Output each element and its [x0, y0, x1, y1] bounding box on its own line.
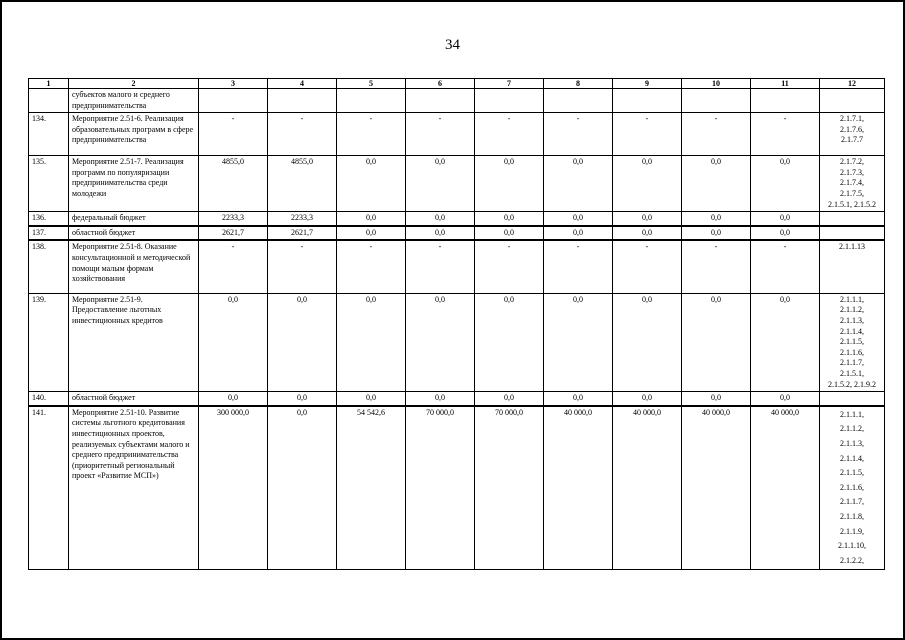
value-cell: 0,0: [406, 212, 475, 226]
table-row: [29, 156, 885, 212]
value-cell: 54 542,6: [337, 406, 406, 570]
value-cell: 0,0: [751, 156, 820, 212]
value-cell: 0,0: [406, 293, 475, 391]
indicator-code: 2.1.1.5,: [840, 337, 864, 347]
indicator-code: 2.1.5.1, 2.1.5.2: [828, 199, 876, 209]
value-cell: 0,0: [613, 156, 682, 212]
table-body: [29, 79, 885, 570]
indicator-codes: [820, 156, 885, 212]
value-cell: [751, 89, 820, 113]
value-cell: 0,0: [613, 392, 682, 406]
value-cell: 0,0: [544, 156, 613, 212]
table-row: [29, 406, 885, 570]
column-header: 1: [29, 79, 69, 89]
value-cell: 0,0: [751, 226, 820, 241]
value-cell: 0,0: [544, 293, 613, 391]
page-number: 34: [445, 37, 460, 53]
indicator-codes: [820, 212, 885, 226]
value-cell: 4855,0: [268, 156, 337, 212]
value-cell: -: [613, 240, 682, 293]
value-cell: -: [475, 113, 544, 156]
indicator-code: 2.1.1.2,: [840, 424, 864, 434]
column-header: 2: [69, 79, 199, 89]
row-title: областной бюджет: [69, 226, 199, 241]
value-cell: [682, 89, 751, 113]
indicator-codes: [820, 226, 885, 241]
value-cell: -: [406, 113, 475, 156]
indicator-code: 2.1.1.8,: [840, 511, 864, 521]
value-cell: 0,0: [475, 156, 544, 212]
indicator-code: 2.1.1.6,: [840, 482, 864, 492]
row-title: Мероприятие 2.51-7. Реализация программ по популяризации предпринимательства среди молодежи: [69, 156, 199, 212]
column-header: 6: [406, 79, 475, 89]
value-cell: 40 000,0: [544, 406, 613, 570]
value-cell: 0,0: [544, 226, 613, 241]
value-cell: 0,0: [682, 226, 751, 241]
indicator-code: 2.1.7.2,: [840, 157, 864, 167]
value-cell: 0,0: [613, 293, 682, 391]
row-title: Мероприятие 2.51-6. Реализация образовательных программ в сфере предпринимательства: [69, 113, 199, 156]
indicator-codes: [820, 89, 885, 113]
value-cell: 0,0: [475, 212, 544, 226]
indicator-code: 2.1.7.7: [841, 135, 863, 145]
value-cell: -: [268, 240, 337, 293]
value-cell: [544, 89, 613, 113]
table-row: [29, 293, 885, 391]
indicator-code: 2.1.1.3,: [840, 438, 864, 448]
value-cell: 0,0: [475, 392, 544, 406]
value-cell: [475, 89, 544, 113]
value-cell: 0,0: [406, 156, 475, 212]
column-header: 9: [613, 79, 682, 89]
indicator-codes: [820, 392, 885, 406]
value-cell: -: [613, 113, 682, 156]
value-cell: 0,0: [682, 293, 751, 391]
indicator-code: 2.1.1.7,: [840, 497, 864, 507]
value-cell: 0,0: [475, 293, 544, 391]
row-number: 137.: [29, 226, 69, 241]
value-cell: 40 000,0: [682, 406, 751, 570]
value-cell: 2233,3: [268, 212, 337, 226]
row-number: 139.: [29, 293, 69, 391]
value-cell: -: [682, 113, 751, 156]
value-cell: [268, 89, 337, 113]
value-cell: [613, 89, 682, 113]
row-number: [29, 89, 69, 113]
indicator-code: 2.1.1.2,: [840, 305, 864, 315]
value-cell: -: [751, 113, 820, 156]
value-cell: -: [751, 240, 820, 293]
value-cell: -: [544, 240, 613, 293]
indicator-code: 2.1.7.3,: [840, 167, 864, 177]
value-cell: 0,0: [268, 406, 337, 570]
value-cell: 0,0: [682, 392, 751, 406]
value-cell: 0,0: [337, 392, 406, 406]
indicator-code: 2.1.1.4,: [840, 326, 864, 336]
indicator-code: 2.1.1.4,: [840, 453, 864, 463]
value-cell: 0,0: [337, 226, 406, 241]
value-cell: -: [199, 240, 268, 293]
indicator-codes: [820, 406, 885, 570]
value-cell: 0,0: [199, 392, 268, 406]
indicator-code: 2.1.5.1,: [840, 369, 864, 378]
row-number: 141.: [29, 406, 69, 570]
row-title: областной бюджет: [69, 392, 199, 406]
row-number: 135.: [29, 156, 69, 212]
budget-table: [28, 78, 885, 570]
value-cell: 0,0: [406, 226, 475, 241]
header-row: [29, 79, 885, 89]
value-cell: 70 000,0: [406, 406, 475, 570]
value-cell: -: [199, 113, 268, 156]
value-cell: 0,0: [751, 212, 820, 226]
value-cell: 0,0: [337, 293, 406, 391]
indicator-code: 2.1.5.2, 2.1.9.2: [828, 379, 876, 389]
column-header: 3: [199, 79, 268, 89]
value-cell: 0,0: [613, 212, 682, 226]
value-cell: 0,0: [337, 212, 406, 226]
column-header: 4: [268, 79, 337, 89]
row-number: 138.: [29, 240, 69, 293]
indicator-code: 2.1.1.7,: [840, 358, 864, 368]
value-cell: 2621,7: [268, 226, 337, 241]
table-row: [29, 113, 885, 156]
column-header: 7: [475, 79, 544, 89]
value-cell: 0,0: [544, 212, 613, 226]
value-cell: 40 000,0: [751, 406, 820, 570]
table-row: [29, 392, 885, 406]
row-title: федеральный бюджет: [69, 212, 199, 226]
value-cell: -: [475, 240, 544, 293]
indicator-code: 2.1.1.13: [839, 242, 865, 252]
indicator-code: 2.1.1.6,: [840, 347, 864, 357]
value-cell: 0,0: [199, 293, 268, 391]
value-cell: 40 000,0: [613, 406, 682, 570]
value-cell: 0,0: [751, 392, 820, 406]
row-number: 140.: [29, 392, 69, 406]
value-cell: 0,0: [544, 392, 613, 406]
table-row: [29, 212, 885, 226]
value-cell: 0,0: [682, 156, 751, 212]
value-cell: [337, 89, 406, 113]
indicator-code: 2.1.1.9,: [840, 526, 864, 536]
value-cell: 0,0: [337, 156, 406, 212]
table-row: [29, 89, 885, 113]
column-header: 10: [682, 79, 751, 89]
value-cell: 0,0: [268, 293, 337, 391]
value-cell: -: [337, 240, 406, 293]
indicator-code: 2.1.7.6,: [840, 124, 864, 134]
row-number: 136.: [29, 212, 69, 226]
value-cell: -: [682, 240, 751, 293]
indicator-codes: [820, 240, 885, 293]
indicator-code: 2.1.1.1,: [840, 294, 864, 304]
value-cell: 2621,7: [199, 226, 268, 241]
value-cell: 0,0: [406, 392, 475, 406]
value-cell: 4855,0: [199, 156, 268, 212]
row-title: Мероприятие 2.51-10. Развитие системы льготного кредитования инвестиционных проектов, реализуемых субъектами малого и среднего предпринимательства (приоритетный региональный проект «Развитие МСП»): [69, 406, 199, 570]
row-title: Мероприятие 2.51-8. Оказание консультационной и методической помощи малым формам хозяйствования: [69, 240, 199, 293]
indicator-codes: [820, 113, 885, 156]
value-cell: 0,0: [682, 212, 751, 226]
row-title: субъектов малого и среднего предпринимательства: [69, 89, 199, 113]
value-cell: -: [544, 113, 613, 156]
indicator-code: 2.1.2.2,: [840, 555, 864, 565]
indicator-code: 2.1.7.4,: [840, 178, 864, 188]
column-header: 5: [337, 79, 406, 89]
row-number: 134.: [29, 113, 69, 156]
value-cell: 0,0: [613, 226, 682, 241]
indicator-code: 2.1.7.1,: [840, 114, 864, 124]
value-cell: 0,0: [268, 392, 337, 406]
value-cell: -: [406, 240, 475, 293]
indicator-code: 2.1.1.1,: [840, 409, 864, 419]
indicator-code: 2.1.7.5,: [840, 188, 864, 198]
value-cell: -: [337, 113, 406, 156]
value-cell: [406, 89, 475, 113]
column-header: 11: [751, 79, 820, 89]
column-header: 12: [820, 79, 885, 89]
indicator-code: 2.1.1.3,: [840, 316, 864, 326]
indicator-code: 2.1.1.5,: [840, 468, 864, 478]
value-cell: 2233,3: [199, 212, 268, 226]
column-header: 8: [544, 79, 613, 89]
table-row: [29, 226, 885, 241]
indicator-codes: [820, 293, 885, 391]
indicator-code: 2.1.1.10,: [838, 541, 866, 551]
value-cell: 0,0: [475, 226, 544, 241]
value-cell: [199, 89, 268, 113]
value-cell: 300 000,0: [199, 406, 268, 570]
value-cell: -: [268, 113, 337, 156]
value-cell: 0,0: [751, 293, 820, 391]
table-row: [29, 240, 885, 293]
value-cell: 70 000,0: [475, 406, 544, 570]
row-title: Мероприятие 2.51-9. Предоставление льготных инвестиционных кредитов: [69, 293, 199, 391]
